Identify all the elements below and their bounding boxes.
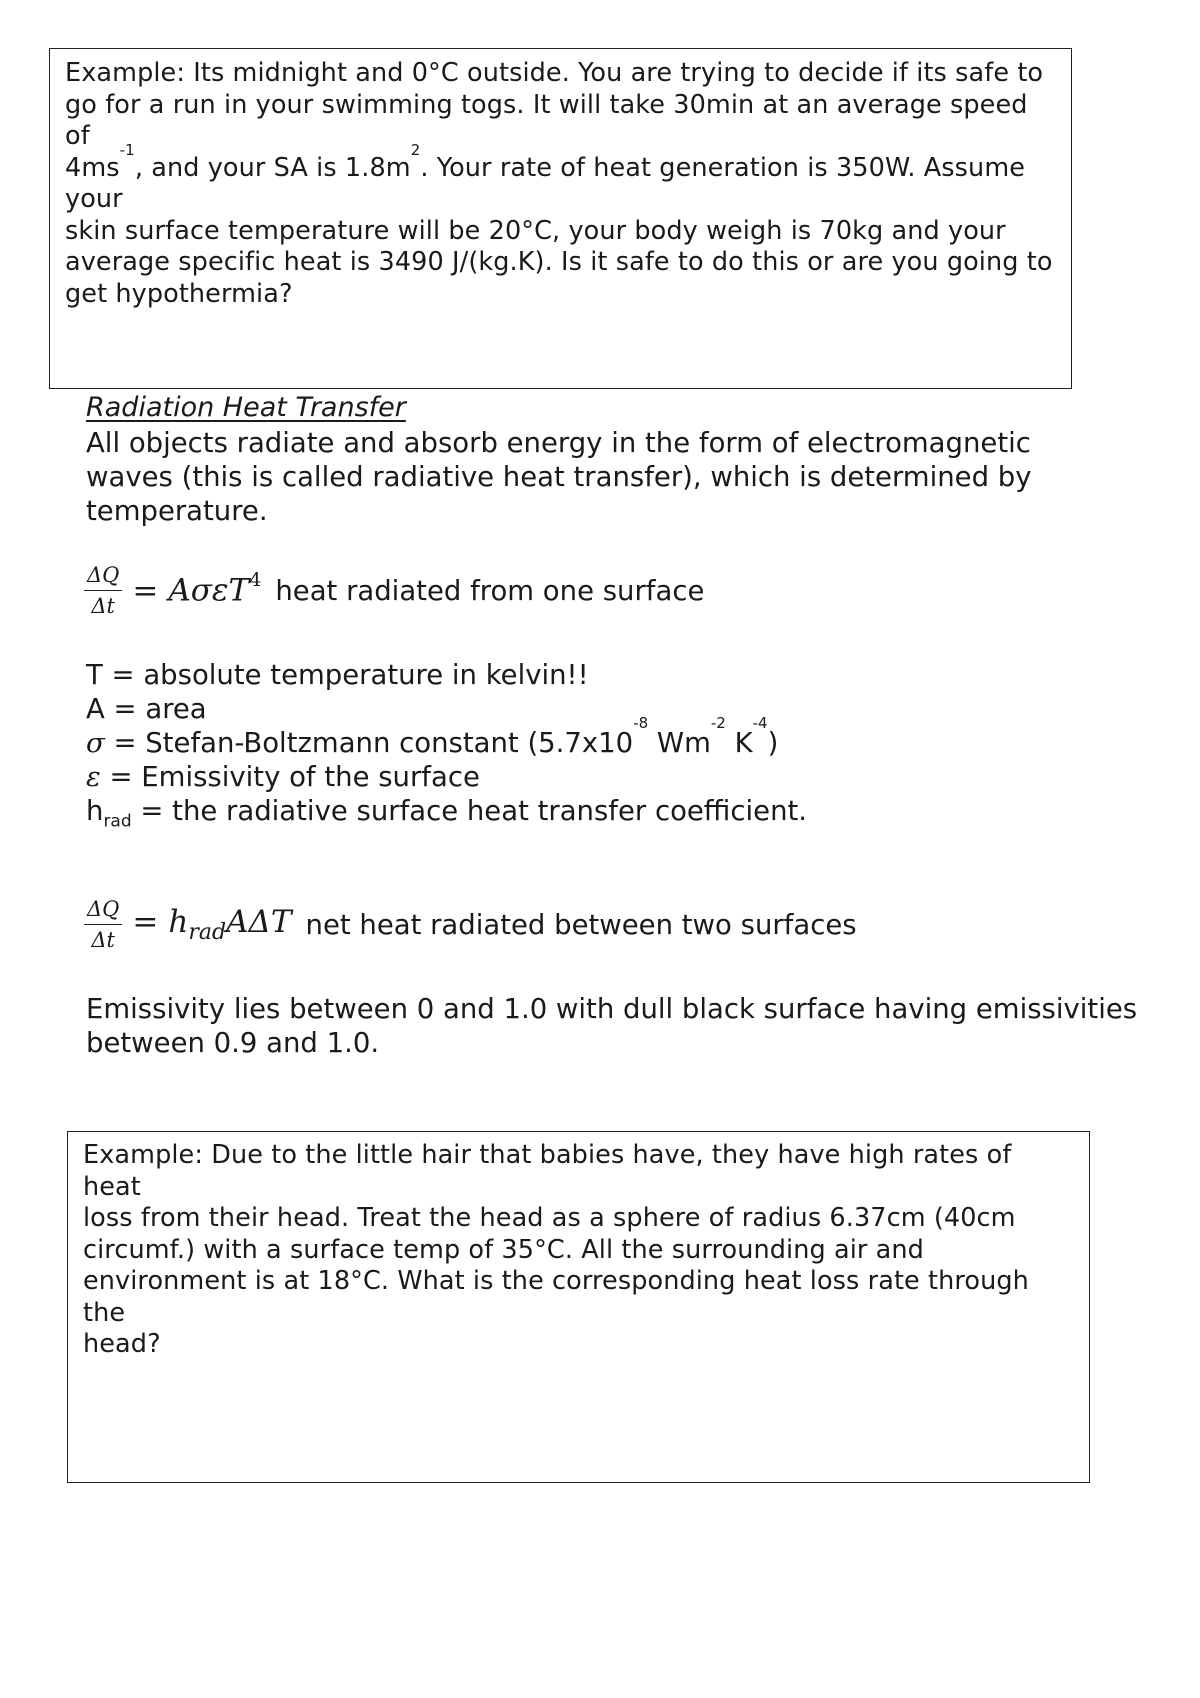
example2-line: environment is at 18°C. What is the corresponding heat loss rate through the (83, 1266, 1029, 1328)
definition-epsilon: ε = Emissivity of the surface (86, 761, 480, 793)
equation1-rhs: = AσεT$^4$ (132, 569, 262, 609)
definitions-list (86, 658, 808, 832)
example1-line: average specific heat is 3490 J/(kg.K). Is it safe to do this or are you going to (65, 247, 1053, 277)
fraction-dq-dt: $\frac{\Delta Q}{\Delta t}$ (84, 562, 122, 619)
example1-line: Example: Its midnight and 0°C outside. You are trying to decide if its safe to (65, 58, 1044, 88)
example1-line: $4ms^{-1}$, and your SA is $1.8m^2$. Your rate of heat generation is 350W. Assume your (65, 140, 1026, 214)
example2-line: loss from their head. Treat the head as a sphere of radius 6.37cm (40cm (83, 1203, 1016, 1233)
definition-a: A = area (86, 693, 207, 725)
equation2-description: net heat radiated between two surfaces (305, 908, 857, 941)
definition-t: T = absolute temperature in kelvin!! (86, 659, 589, 691)
example2-line: head? (83, 1329, 161, 1359)
definition-hrad: $h_{rad}$ = the radiative surface heat transfer coefficient. (86, 795, 808, 832)
example2-line: circumf.) with a surface temp of 35°C. All the surrounding air and (83, 1234, 924, 1265)
emissivity-paragraph: Emissivity lies between 0 and 1.0 with dull black surface having emissivities between 0.9 and 1.0. (86, 993, 1138, 1059)
fraction-dq-dt: $\frac{\Delta Q}{\Delta t}$ (84, 896, 122, 953)
example-box-baby-head (67, 1131, 1090, 1483)
example2-line: Example: Due to the little hair that babies have, they have high rates of heat (83, 1140, 1012, 1202)
equation1-description: heat radiated from one surface (275, 574, 705, 607)
example1-line: skin surface temperature will be 20°C, your body weigh is 70kg and your (65, 215, 1006, 246)
example1-line: go for a run in your swimming togs. It will take 30min at an average speed of (65, 89, 1028, 151)
equation2-rhs: = $h_{rad}A\Delta T$ (132, 903, 292, 946)
equation-radiated-heat (84, 562, 704, 619)
equation-net-radiated-heat (84, 896, 857, 953)
section-heading: Radiation Heat Transfer (86, 392, 406, 423)
definition-sigma: σ = Stefan-Boltzmann constant ($5.7x10^{-8}$ $Wm^{-2}$ $K^{-4}$) (86, 714, 779, 759)
example-box-hypothermia (49, 48, 1072, 389)
section-intro: All objects radiate and absorb energy in the form of electromagnetic waves (this is called radiative heat transfer), which is determined by temperature. (86, 427, 1032, 527)
example1-line: get hypothermia? (65, 278, 293, 309)
